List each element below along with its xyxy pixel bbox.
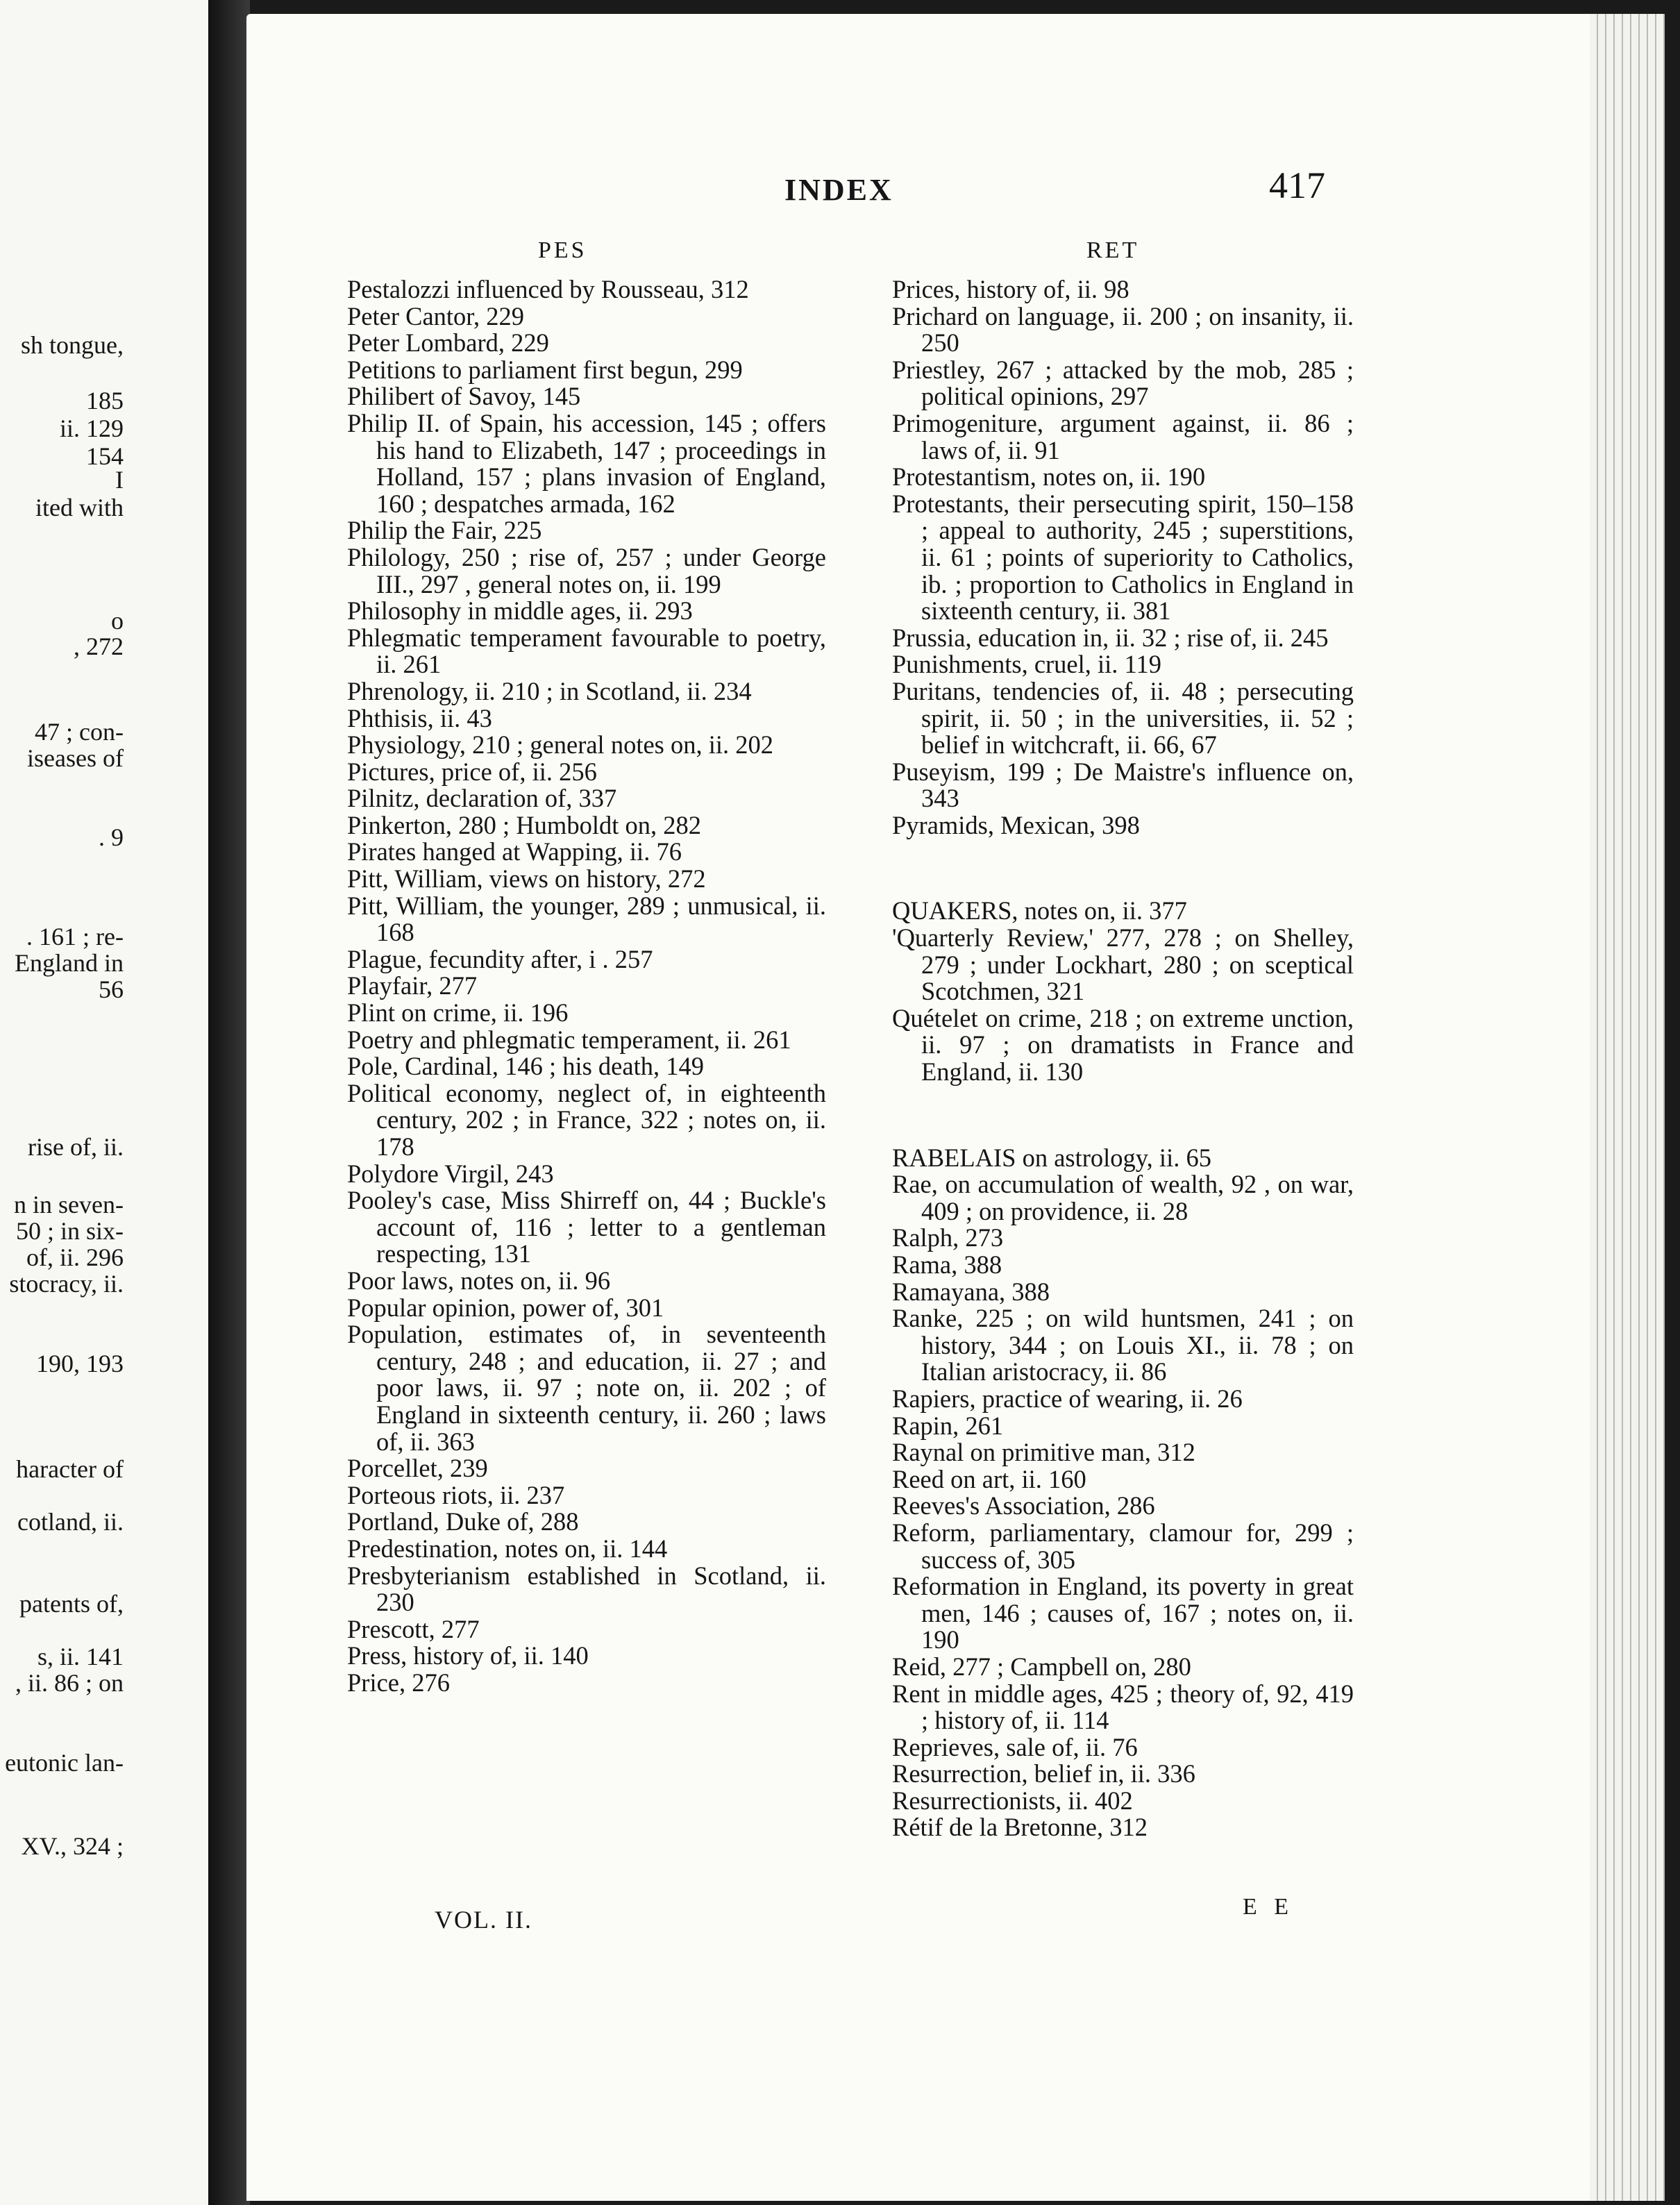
facing-page-text: 50 ; in six- — [15, 1217, 124, 1245]
group-gap — [892, 1086, 1354, 1145]
index-entry: Predestination, notes on, ii. 144 — [347, 1534, 668, 1563]
index-entry: Reform, parliamentary, clamour for, 299 ; success of, 305 — [892, 1518, 1354, 1574]
index-entry: Reeves's Association, 286 — [892, 1491, 1155, 1520]
facing-page-text: XV., 324 ; — [21, 1832, 124, 1860]
book-gutter — [208, 0, 250, 2205]
page-edges — [1590, 14, 1680, 2201]
facing-page-text: I — [115, 466, 124, 494]
group-gap — [892, 839, 1354, 898]
index-entry: Prescott, 277 — [347, 1614, 480, 1643]
index-entry: Pictures, price of, ii. 256 — [347, 757, 597, 786]
index-entry: Rétif de la Bretonne, 312 — [892, 1813, 1148, 1842]
index-entry: Presbyterianism established in Scotland, ii. 230 — [347, 1561, 826, 1617]
index-entry: Quételet on crime, 218 ; on extreme unction, ii. 97 ; on dramatists in France and England, ii. 130 — [892, 1003, 1354, 1087]
right-column-head: RET — [1086, 237, 1140, 263]
facing-page-text: patents of, — [19, 1590, 124, 1618]
index-entry: Philip II. of Spain, his accession, 145 ; offers his hand to Elizabeth, 147 ; proceedings in Holland, 157 ; plans invasion of England, 160 ; despatches armada, 162 — [347, 408, 826, 518]
index-entry: Reed on art, ii. 160 — [892, 1464, 1086, 1493]
index-entry: Pirates hanged at Wapping, ii. 76 — [347, 837, 682, 866]
index-entry: Political economy, neglect of, in eighteenth century, 202 ; in France, 322 ; notes on, ii. 178 — [347, 1078, 826, 1161]
index-entry: Rae, on accumulation of wealth, 92 , on war, 409 ; on providence, ii. 28 — [892, 1170, 1354, 1225]
index-entry: Pole, Cardinal, 146 ; his death, 149 — [347, 1052, 704, 1081]
volume-footer: VOL. II. — [435, 1906, 532, 1934]
facing-page-text: , ii. 86 ; on — [15, 1669, 124, 1697]
running-head: INDEX — [784, 173, 893, 207]
index-entry: Priestley, 267 ; attacked by the mob, 285 ; political opinions, 297 — [892, 355, 1354, 411]
index-entry: Reformation in England, its poverty in great men, 146 ; causes of, 167 ; notes on, ii. 190 — [892, 1572, 1354, 1654]
index-entry: Physiology, 210 ; general notes on, ii. 202 — [347, 730, 774, 760]
index-entry: Philip the Fair, 225 — [347, 516, 542, 545]
index-entry: Prussia, education in, ii. 32 ; rise of, ii. 245 — [892, 623, 1329, 652]
index-entry: RABELAIS on astrology, ii. 65 — [892, 1143, 1211, 1172]
index-entry: Pyramids, Mexican, 398 — [892, 810, 1140, 839]
index-entry: Rapin, 261 — [892, 1411, 1004, 1440]
index-entry: Philibert of Savoy, 145 — [347, 382, 581, 411]
facing-page-text: stocracy, ii. — [9, 1270, 124, 1298]
facing-page-text: iseases of — [27, 744, 124, 772]
index-entry: Resurrection, belief in, ii. 336 — [892, 1759, 1195, 1788]
facing-page-text: s, ii. 141 — [37, 1643, 124, 1670]
facing-page-text: 56 — [99, 975, 124, 1003]
page-number: 417 — [1269, 165, 1325, 206]
index-entry: Peter Cantor, 229 — [347, 301, 525, 330]
index-entry: Protestants, their persecuting spirit, 150–158 ; appeal to authority, 245 ; superstitions, ii. 61 ; points of superiority to Catholics, ib. ; proportion to Catholics in England in sixteenth century, ii. 381 — [892, 489, 1354, 626]
index-entry: Prices, history of, ii. 98 — [892, 275, 1129, 303]
index-entry: Philology, 250 ; rise of, 257 ; under George III., 297 , general notes on, ii. 199 — [347, 542, 826, 598]
index-entry: Puritans, tendencies of, ii. 48 ; persecuting spirit, ii. 50 ; in the universities, ii. 52 ; belief in witchcraft, ii. 66, 67 — [892, 676, 1354, 760]
index-entry: Primogeniture, argument against, ii. 86 ; laws of, ii. 91 — [892, 408, 1354, 464]
right-index-column — [892, 276, 1354, 1841]
facing-page-text: . 161 ; re- — [26, 923, 124, 950]
facing-page-text: haracter of — [16, 1455, 124, 1483]
index-entry: Protestantism, notes on, ii. 190 — [892, 462, 1206, 492]
index-entry: Population, estimates of, in seventeenth century, 248 ; and education, ii. 27 ; and poor laws, ii. 97 ; note on, ii. 202 ; of England in sixteenth century, ii. 260 ; laws of, ii. 363 — [347, 1320, 826, 1456]
facing-page-text: cotland, ii. — [17, 1508, 124, 1536]
facing-page-text: n in seven- — [14, 1191, 124, 1218]
index-entry: Plague, fecundity after, i . 257 — [347, 944, 653, 973]
facing-page-text: , 272 — [74, 632, 124, 660]
index-entry: Polydore Virgil, 243 — [347, 1159, 554, 1188]
index-entry: Puseyism, 199 ; De Maistre's influence on, 343 — [892, 757, 1354, 813]
index-entry: Poetry and phlegmatic temperament, ii. 261 — [347, 1025, 791, 1054]
left-index-column — [347, 276, 826, 1696]
index-entry: Popular opinion, power of, 301 — [347, 1293, 664, 1322]
index-entry: Porteous riots, ii. 237 — [347, 1480, 565, 1509]
index-entry: Reid, 277 ; Campbell on, 280 — [892, 1652, 1191, 1681]
index-entry: Rent in middle ages, 425 ; theory of, 92, 419 ; history of, ii. 114 — [892, 1679, 1354, 1735]
signature-mark: E E — [1243, 1894, 1295, 1920]
index-entry: Ranke, 225 ; on wild huntsmen, 241 ; on history, 344 ; on Louis XI., ii. 78 ; on Italian aristocracy, ii. 86 — [892, 1304, 1354, 1386]
index-entry: Price, 276 — [347, 1668, 450, 1697]
facing-page-text: . 9 — [99, 823, 124, 851]
index-entry: Plint on crime, ii. 196 — [347, 998, 569, 1028]
index-entry: Phlegmatic temperament favourable to poetry, ii. 261 — [347, 623, 826, 679]
index-entry: Poor laws, notes on, ii. 96 — [347, 1266, 611, 1295]
facing-page-text: of, ii. 296 — [26, 1243, 124, 1271]
facing-page-text: 185 — [86, 387, 124, 414]
index-entry: Rapiers, practice of wearing, ii. 26 — [892, 1384, 1243, 1413]
index-entry: Press, history of, ii. 140 — [347, 1641, 589, 1670]
index-entry: Playfair, 277 — [347, 971, 478, 1000]
index-entry: Pitt, William, the younger, 289 ; unmusical, ii. 168 — [347, 891, 826, 947]
facing-page-text: England in — [15, 949, 124, 977]
index-entry: QUAKERS, notes on, ii. 377 — [892, 896, 1187, 925]
facing-page-text: 47 ; con- — [35, 718, 124, 746]
index-entry: Reprieves, sale of, ii. 76 — [892, 1732, 1138, 1761]
facing-page-text: 190, 193 — [36, 1350, 124, 1377]
facing-page-fragment — [0, 0, 208, 2205]
index-entry: Peter Lombard, 229 — [347, 328, 549, 358]
index-entry: Rama, 388 — [892, 1250, 1002, 1279]
index-entry: Pinkerton, 280 ; Humboldt on, 282 — [347, 810, 701, 839]
index-entry: Pilnitz, declaration of, 337 — [347, 784, 617, 813]
entry-group-r — [892, 1145, 1354, 1841]
index-entry: Raynal on primitive man, 312 — [892, 1438, 1195, 1467]
facing-page-text: o — [111, 607, 124, 635]
index-entry: Pestalozzi influenced by Rousseau, 312 — [347, 275, 749, 303]
index-entry: Pooley's case, Miss Shirreff on, 44 ; Buckle's account of, 116 ; letter to a gentleman respecting, 131 — [347, 1186, 826, 1268]
facing-page-text: eutonic lan- — [5, 1749, 124, 1777]
left-column-head: PES — [538, 237, 587, 263]
index-entry: Portland, Duke of, 288 — [347, 1507, 579, 1536]
index-entry: Ramayana, 388 — [892, 1277, 1050, 1306]
facing-page-text: ited with — [35, 494, 124, 521]
index-entry: Pitt, William, views on history, 272 — [347, 864, 706, 894]
facing-page-text: rise of, ii. — [28, 1133, 124, 1161]
entry-group-q — [892, 898, 1354, 1085]
index-entry: Prichard on language, ii. 200 ; on insanity, ii. 250 — [892, 301, 1354, 358]
index-entry: Phthisis, ii. 43 — [347, 703, 492, 732]
index-entry: Philosophy in middle ages, ii. 293 — [347, 596, 693, 626]
index-entry: Phrenology, ii. 210 ; in Scotland, ii. 234 — [347, 676, 752, 705]
facing-page-text: ii. 129 — [59, 414, 124, 442]
index-entry: 'Quarterly Review,' 277, 278 ; on Shelley, 279 ; under Lockhart, 280 ; on sceptical Scotchmen, 321 — [892, 923, 1354, 1006]
facing-page-text: sh tongue, — [21, 331, 124, 359]
entry-group-p — [892, 276, 1354, 839]
index-entry: Ralph, 273 — [892, 1223, 1004, 1252]
index-entry: Punishments, cruel, ii. 119 — [892, 650, 1161, 679]
index-entry: Petitions to parliament first begun, 299 — [347, 355, 743, 384]
index-entry: Porcellet, 239 — [347, 1454, 488, 1483]
index-entry: Resurrectionists, ii. 402 — [892, 1786, 1133, 1815]
facing-page-text: 154 — [86, 442, 124, 470]
